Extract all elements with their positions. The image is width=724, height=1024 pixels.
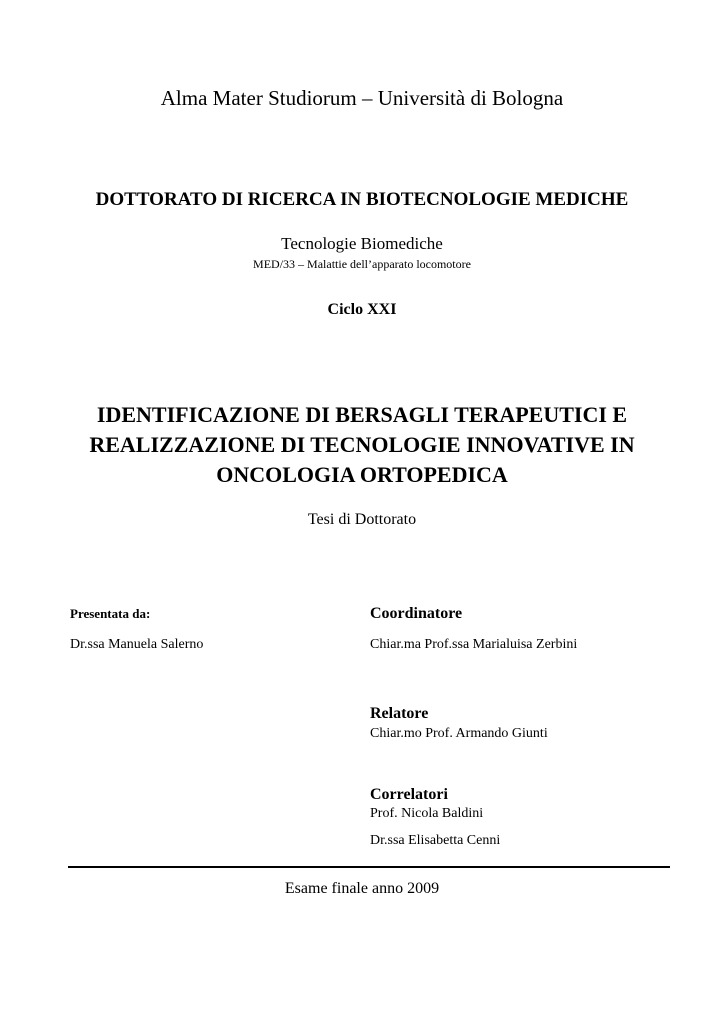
thesis-title	[0, 400, 724, 490]
cosupervisors-label: Correlatori	[370, 786, 448, 803]
candidate-name: Dr.ssa Manuela Salerno	[70, 637, 204, 652]
doctoral-cycle: Ciclo XXI	[327, 301, 397, 318]
coordinator-label: Coordinatore	[370, 605, 463, 622]
supervisor-label: Relatore	[370, 705, 429, 722]
presented-by-label: Presentata da:	[70, 606, 151, 621]
supervisor-name: Chiar.mo Prof. Armando Giunti	[370, 726, 548, 741]
thesis-type: Tesi di Dottorato	[307, 511, 417, 528]
university-name: Alma Mater Studiorum – Università di Bologna	[160, 86, 564, 110]
thesis-title-line: ONCOLOGIA ORTOPEDICA	[216, 462, 508, 487]
scientific-sector: MED/33 – Malattie dell’apparato locomotore	[253, 257, 471, 271]
doctoral-program: DOTTORATO DI RICERCA IN BIOTECNOLOGIE MEDICHE	[95, 189, 629, 210]
curriculum: Tecnologie Biomediche	[281, 234, 443, 253]
cosupervisor-name: Prof. Nicola Baldini	[370, 806, 484, 821]
horizontal-divider	[68, 866, 670, 868]
final-exam-year: Esame finale anno 2009	[284, 880, 440, 897]
coordinator-name: Chiar.ma Prof.ssa Marialuisa Zerbini	[370, 637, 578, 652]
cosupervisor-name: Dr.ssa Elisabetta Cenni	[370, 833, 501, 848]
thesis-title-line: REALIZZAZIONE DI TECNOLOGIE INNOVATIVE IN	[89, 432, 635, 457]
thesis-title-line: IDENTIFICAZIONE DI BERSAGLI TERAPEUTICI E	[96, 402, 628, 427]
